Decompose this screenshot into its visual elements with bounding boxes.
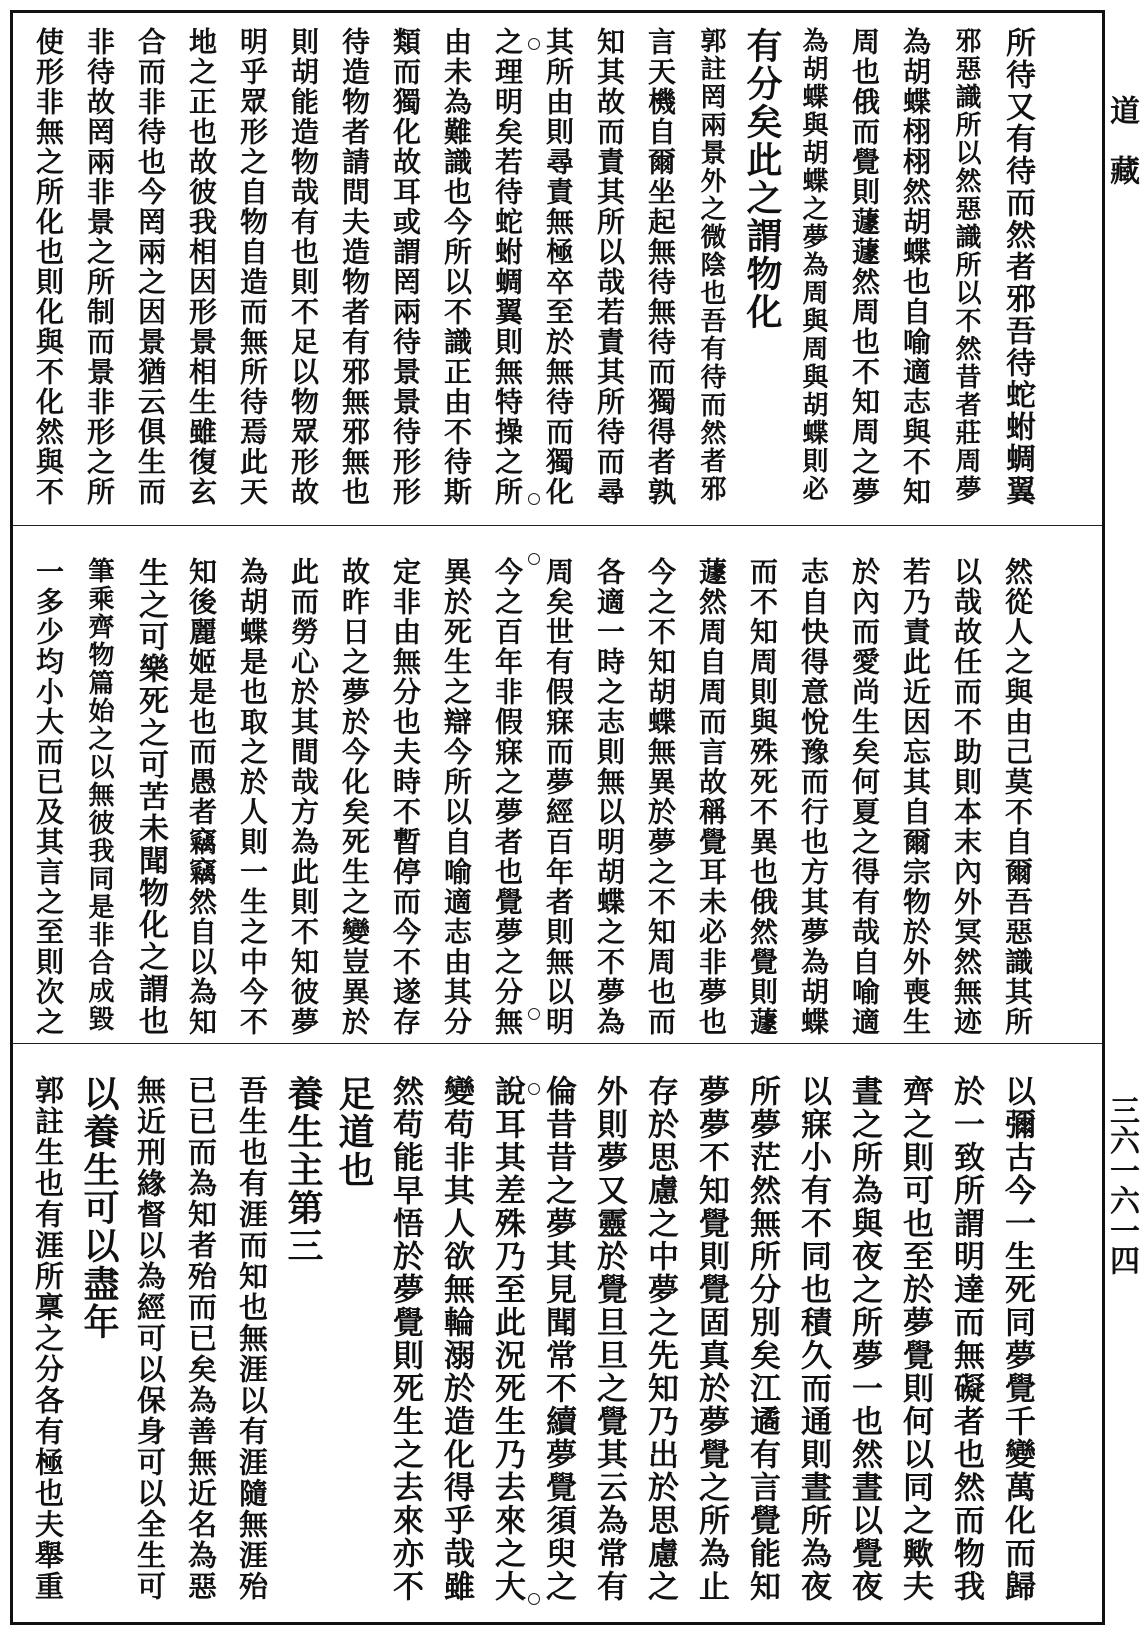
text-column: 邪惡識所以然惡識所以不然昔者莊周夢 [951, 27, 981, 503]
text-column: 之理明矣若待蛇蚹蜩翼則無特操之所 [491, 27, 524, 507]
text-column: 定非由無分也夫時不暫停而今不遂存 [389, 557, 422, 1037]
text-column: 其所由則尋責無極卒至於無待而獨化 [542, 27, 575, 507]
panel-divider [13, 1043, 1102, 1044]
text-column: 今之百年非假寐之夢者也覺夢之分無 [491, 557, 524, 1037]
text-column: 郭註生也有涯所稟之分各有極也夫舉重 [31, 1075, 65, 1602]
text-column: 郭註罔兩景外之微陰也吾有待而然者邪 [696, 27, 726, 503]
text-column: 足道也 [333, 1075, 375, 1189]
text-column: 言天機自爾坐起無待無待而獨得者孰 [644, 27, 677, 507]
text-column: 類而獨化故耳或謂罔兩待景景待形形 [389, 27, 422, 507]
text-column: 志自快得意悅豫而行也方其夢為胡蝶 [797, 557, 830, 1037]
text-column: 外則夢又靈於覺旦旦之覺其云為常有 [591, 1075, 627, 1603]
side-label-top: 道 藏 [1104, 95, 1139, 185]
text-column: 一多少均小大而已及其言之至則次之 [32, 557, 65, 1037]
margin-circle-mark [528, 1593, 540, 1605]
text-column: 無近刑緣督以為經可以保身可以全生可 [133, 1075, 167, 1602]
text-column: 所夢茫然無所分別矣江遹有言覺能知 [744, 1075, 780, 1603]
side-page-number: 三六一六一四 [1104, 1095, 1139, 1275]
text-column: 周也俄而覺則蘧蘧然周也不知周之夢 [848, 27, 881, 507]
text-column: 變苟非其人欲無輪溺於造化得乎哉雖 [438, 1075, 474, 1603]
text-column: 蘧然周自周而言故稱覺耳未必非夢也 [695, 557, 728, 1037]
text-column: 以哉故任而不助則本末內外冥然無迹 [950, 557, 983, 1037]
margin-circle-mark [528, 493, 540, 505]
text-column: 以寐小有不同也積久而通則晝所為夜 [795, 1075, 831, 1603]
panel-divider [13, 525, 1102, 526]
margin-circle-mark [528, 1008, 540, 1020]
text-column: 知其故而責其所以哉若責其所待而尋 [593, 27, 626, 507]
text-column: 而不知周則與殊死不異也俄然覺則蘧 [746, 557, 779, 1037]
page-frame [10, 10, 1105, 1625]
text-panel-middle [13, 543, 1102, 1043]
text-column: 有分矣此之謂物化 [741, 27, 783, 331]
text-column: 筆乘齊物篇始之以無彼我同是非合成毀 [84, 557, 114, 1033]
text-column: 以彌古今一生死同夢覺千變萬化而歸 [999, 1075, 1035, 1603]
text-column: 夢夢不知覺則覺固真於夢覺之所為止 [693, 1075, 729, 1603]
text-column: 若乃責此近因忘其自爾宗物於外喪生 [899, 557, 932, 1037]
text-column: 合而非待也今罔兩之因景猶云俱生而 [134, 27, 167, 507]
text-column: 然從人之與由己莫不自爾吾惡識其所 [1001, 557, 1034, 1037]
text-column: 今之不知胡蝶無異於夢之不知周也而 [644, 557, 677, 1037]
text-column: 存於思慮之中夢之先知乃出於思慮之 [642, 1075, 678, 1603]
text-column: 為胡蝶栩栩然胡蝶也自喻適志與不知 [899, 27, 932, 507]
text-column: 待造物者請問夫造物者有邪無邪無也 [338, 27, 371, 507]
text-column: 則胡能造物哉有也則不足以物眾形故 [287, 27, 320, 507]
text-column: 異於死生之辯今所以自喻適志由其分 [440, 557, 473, 1037]
text-column: 周矣世有假寐而夢經百年者則無以明 [542, 557, 575, 1037]
text-column: 使形非無之所化也則化與不化然與不 [32, 27, 65, 507]
text-column: 說耳其差殊乃至此況死生乃去來之大 [489, 1075, 525, 1603]
margin-circle-mark [528, 38, 540, 50]
text-column: 以養生可以盡年 [78, 1075, 120, 1341]
text-column: 地之正也故彼我相因形景相生雖復玄 [185, 27, 218, 507]
text-column: 明乎眾形之自物自造而無所待焉此天 [236, 27, 269, 507]
text-column: 晝之所為與夜之所夢一也然晝以覺夜 [846, 1075, 882, 1603]
text-column: 各適一時之志則無以明胡蝶之不夢為 [593, 557, 626, 1037]
text-column: 養生主第三 [282, 1075, 324, 1265]
text-column: 非待故罔兩非景之所制而景非形之所 [83, 27, 116, 507]
margin-circle-mark [528, 1083, 540, 1095]
text-column: 齊之則可也至於夢覺則何以同之歟夫 [897, 1075, 933, 1603]
text-column: 所待又有待而然者邪吾待蛇蚹蜩翼 [1000, 27, 1035, 507]
text-column: 倫昔昔之夢其見聞常不續夢覺須臾之 [540, 1075, 576, 1603]
text-column: 此而勞心於其間哉方為此則不知彼夢 [287, 557, 320, 1037]
text-panel-top [13, 13, 1102, 523]
text-column: 為胡蝶是也取之於人則一生之中今不 [236, 557, 269, 1037]
text-column: 為胡蝶與胡蝶之夢為周與周與胡蝶則必 [798, 27, 828, 503]
text-column: 已已而為知者殆而已矣為善無近名為惡 [184, 1075, 218, 1602]
text-column: 於內而愛尚生矣何夏之得有哉自喻適 [848, 557, 881, 1037]
text-column: 吾生也有涯而知也無涯以有涯隨無涯殆 [235, 1075, 269, 1602]
text-column: 由未為難識也今所以不識正由不待斯 [440, 27, 473, 507]
text-column: 知後麗姬是也而愚者竊竊然自以為知 [185, 557, 218, 1037]
text-column: 然苟能早悟於夢覺則死生之去來亦不 [387, 1075, 423, 1603]
text-column: 生之可樂死之可苦未聞物化之謂也 [133, 557, 168, 1037]
text-panel-bottom [13, 1061, 1102, 1621]
margin-circle-mark [528, 553, 540, 565]
text-column: 故昨日之夢於今化矣死生之變豈異於 [338, 557, 371, 1037]
text-column: 於一致所謂明達而無礙者也然而物我 [948, 1075, 984, 1603]
